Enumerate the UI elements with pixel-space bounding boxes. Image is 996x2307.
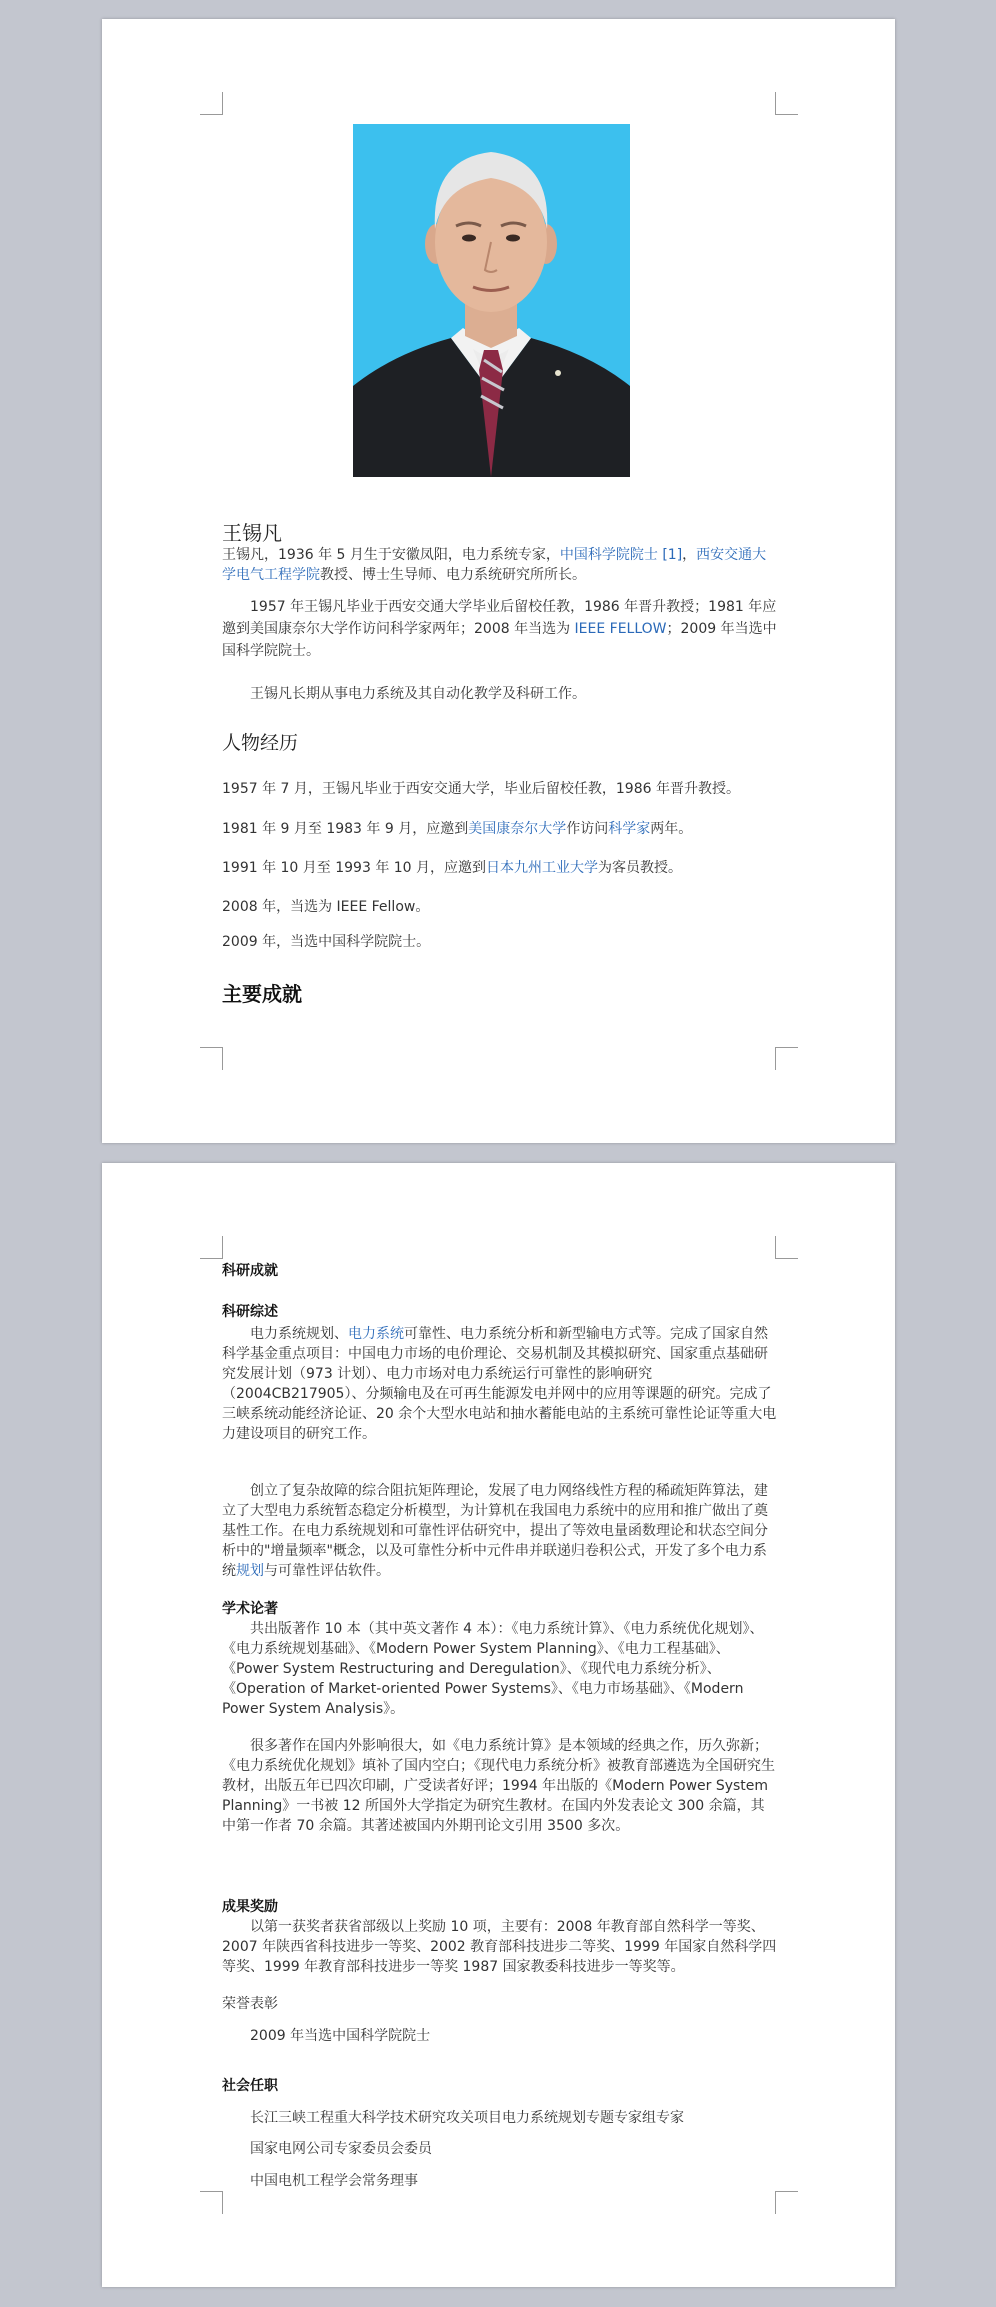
- document-page-1: [102, 19, 895, 1143]
- social-positions-heading: 社会任职: [222, 2078, 278, 2094]
- honors-item: 2009 年当选中国科学院院士: [250, 2028, 431, 2044]
- awards-heading: 成果奖励: [222, 1899, 278, 1915]
- crop-mark-top-left: [200, 92, 223, 115]
- crop-mark-top-left: [200, 1236, 223, 1259]
- crop-mark-top-right: [775, 92, 798, 115]
- research-field-paragraph: 王锡凡长期从事电力系统及其自动化教学及科研工作。: [250, 686, 586, 702]
- document-page-2: [102, 1163, 895, 2287]
- link-planning[interactable]: 规划: [236, 1563, 264, 1579]
- link-scientist[interactable]: 科学家: [608, 821, 651, 837]
- portrait-photo: [353, 124, 630, 477]
- research-achievements-heading: 科研成就: [222, 1263, 278, 1279]
- academic-works-paragraph-2: 很多著作在国内外影响很大，如《电力系统计算》是本领域的经典之作，历久弥新；《电力系统优化规划》填补了国内空白；《现代电力系统分析》被教育部遴选为全国研究生教材，出版五年已四次印刷，广受读者好评；1994 年出版的《Modern Power System Planning》一书被 12 所国外大学指定为研究生教材。在国内外发表论文 300 余篇，其中第一作者 70 余篇。其著述被国内外期刊论文引用 3500 多次。: [222, 1738, 775, 1834]
- research-overview-paragraph-2: 创立了复杂故障的综合阻抗矩阵理论，发展了电力网络线性方程的稀疏矩阵算法，建立了大型电力系统暂态稳定分析模型，为计算机在我国电力系统中的应用和推广做出了奠基性工作。在电力系统规划和可靠性评估研究中，提出了等效电量函数理论和状态空间分析中的"增量频率"概念，以及可靠性分析中元件串并联递归卷积公式，开发了多个电力系统规划与可靠性评估软件。: [222, 1483, 768, 1579]
- crop-mark-bottom-right: [775, 2191, 798, 2214]
- awards-paragraph: 以第一获奖者获省部级以上奖励 10 项，主要有：2008 年教育部自然科学一等奖、2007 年陕西省科技进步一等奖、2002 教育部科技进步二等奖、1999 年国家自然科学四等奖、1999 年教育部科技进步一等奖 1987 国家教委科技进步一等奖等。: [222, 1919, 777, 1975]
- link-cornell[interactable]: 美国康奈尔大学: [468, 821, 567, 837]
- career-item-1957: 1957 年 7 月，王锡凡毕业于西安交通大学，毕业后留校任教，1986 年晋升教授。: [222, 781, 740, 797]
- honors-heading: 荣誉表彰: [222, 1996, 278, 2012]
- career-heading: 人物经历: [222, 732, 299, 754]
- research-overview-heading: 科研综述: [222, 1304, 278, 1320]
- social-position-item: 长江三峡工程重大科学技术研究攻关项目电力系统规划专题专家组专家: [250, 2110, 684, 2126]
- person-name: 王锡凡: [222, 521, 282, 545]
- career-item-2008: 2008 年，当选为 IEEE Fellow。: [222, 899, 430, 915]
- link-cas-academician[interactable]: 中国科学院院士 [1]: [559, 547, 683, 563]
- link-xjtu-electrical-school[interactable]: 西安交通大学电气工程学院: [222, 547, 767, 583]
- career-item-2009: 2009 年，当选中国科学院院士。: [222, 934, 431, 950]
- research-overview-paragraph-1: 电力系统规划、电力系统可靠性、电力系统分析和新型输电方式等。完成了国家自然科学基金重点项目：中国电力市场的电价理论、交易机制及其模拟研究、国家重点基础研究发展计划（973 计划）、电力市场对电力系统运行可靠性的影响研究（2004CB217905）、分频输电及在可再生能源发电并网中的应用等课题的研究。完成了三峡系统动能经济论证、20 余个大型水电站和抽水蓄能电站的主系统可靠性论证等重大电力建设项目的研究工作。: [222, 1326, 777, 1442]
- career-item-1981: 1981 年 9 月至 1983 年 9 月，应邀到美国康奈尔大学作访问科学家两年。: [222, 821, 693, 837]
- intro-paragraph: 王锡凡，1936 年 5 月生于安徽凤阳，电力系统专家，中国科学院院士 [1]，西安交通大学电气工程学院教授、博士生导师、电力系统研究所所长。: [222, 547, 767, 583]
- academic-works-heading: 学术论著: [222, 1601, 278, 1617]
- achievements-heading: 主要成就: [222, 982, 302, 1006]
- social-position-item: 中国电机工程学会常务理事: [250, 2173, 418, 2189]
- crop-mark-bottom-left: [200, 2191, 223, 2214]
- link-ieee-fellow[interactable]: IEEE FELLOW: [574, 621, 667, 637]
- crop-mark-top-right: [775, 1236, 798, 1259]
- link-power-system[interactable]: 电力系统: [348, 1326, 404, 1342]
- link-kyushu-institute[interactable]: 日本九州工业大学: [486, 860, 599, 876]
- summary-paragraph: 1957 年王锡凡毕业于西安交通大学毕业后留校任教，1986 年晋升教授；1981 年应邀到美国康奈尔大学作访问科学家两年；2008 年当选为 IEEE FELLOW；2009 年当选中国科学院院士。: [222, 599, 777, 659]
- career-item-1991: 1991 年 10 月至 1993 年 10 月，应邀到日本九州工业大学为客员教授。: [222, 860, 683, 876]
- social-position-item: 国家电网公司专家委员会委员: [250, 2141, 432, 2157]
- academic-works-paragraph-1: 共出版著作 10 本（其中英文著作 4 本）：《电力系统计算》、《电力系统优化规划》、《电力系统规划基础》、《Modern Power System Planning》、《电力工程基础》、《Power System Restructuring and Deregulation》、《现代电力系统分析》、《Operation of Market-oriented Power Systems》、《电力市场基础》、《Modern Power System Analysis》。: [222, 1621, 764, 1717]
- crop-mark-bottom-right: [775, 1047, 798, 1070]
- crop-mark-bottom-left: [200, 1047, 223, 1070]
